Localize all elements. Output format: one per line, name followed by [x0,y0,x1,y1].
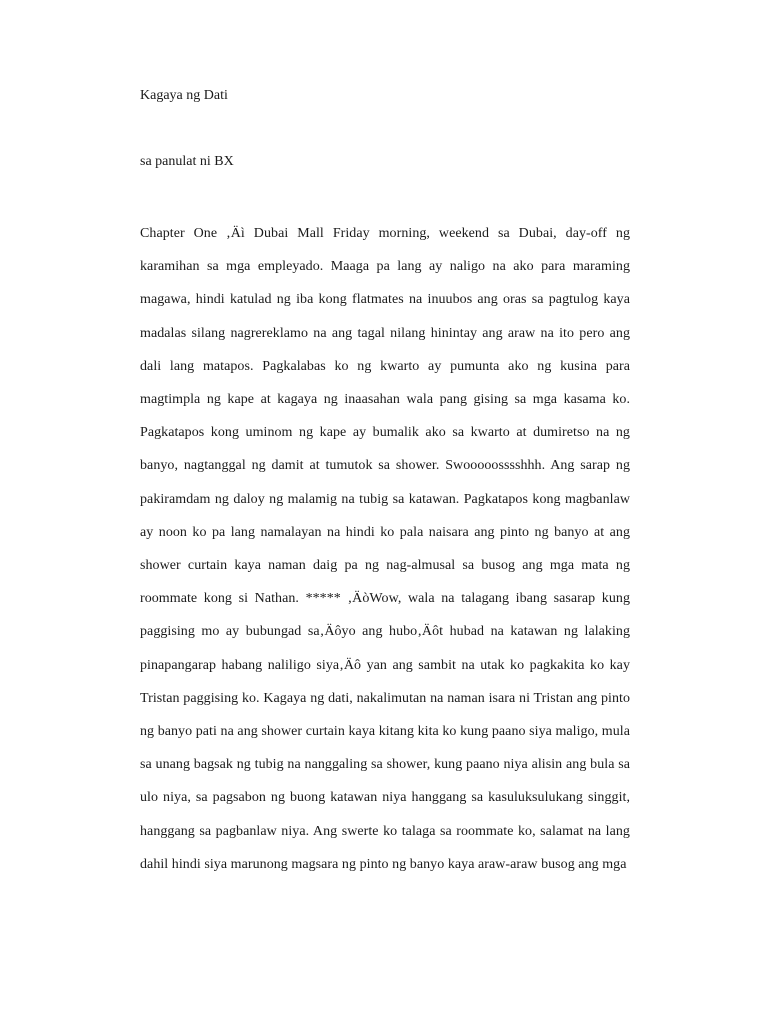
document-title: Kagaya ng Dati [140,88,228,103]
document-body-paragraph: Chapter One ‚Äì Dubai Mall Friday morning, weekend sa Dubai, day-off ng karamihan sa mga empleyado. Maaga pa lang ay naligo na ako para maraming magawa, hindi katulad ng iba kong flatmates na inuubos ang oras sa pagtulog kaya madalas silang nagrereklamo na ang tagal nilang hinintay ang araw na ito pero ang dali lang matapos. Pagkalabas ko ng kwarto ay pumunta ako ng kusina para magtimpla ng kape at kagaya ng inaasahan wala pang gising sa mga kasama ko. Pagkatapos kong uminom ng kape ay bumalik ako sa kwarto at dumiretso na ng banyo, nagtanggal ng damit at tumutok sa shower. Swooooosssshhh. Ang sarap ng pakiramdam ng daloy ng malamig na tubig sa katawan. Pagkatapos kong magbanlaw ay noon ko pa lang namalayan na hindi ko pala naisara ang pinto ng banyo at ang shower curtain kaya naman daig pa ng nag-almusal sa busog ang mga mata ng roommate kong si Nathan. ***** ‚ÄòWow, wala na talagang ibang sasarap kung paggising mo ay bubungad sa‚Äôyo ang hubo‚Äôt hubad na katawan ng lalaking pinapangarap habang naliligo siya‚Äô yan ang sambit na utak ko pagkakita ko kay Tristan paggising ko. Kagaya ng dati, nakalimutan na naman isara ni Tristan ang pinto ng banyo pati na ang shower curtain kaya kitang kita ko kung paano siya maligo, mula sa unang bagsak ng tubig na nanggaling sa shower, kung paano niya alisin ang bula sa ulo niya, sa pagsabon ng buong katawan niya hanggang sa kasuluksulukang singgit, hanggang sa pagbanlaw niya. Ang swerte ko talaga sa roommate ko, salamat na lang dahil hindi siya marunong magsara ng pinto ng banyo kaya araw-araw busog ang mga [140,226,630,872]
document-byline: sa panulat ni BX [140,154,234,169]
